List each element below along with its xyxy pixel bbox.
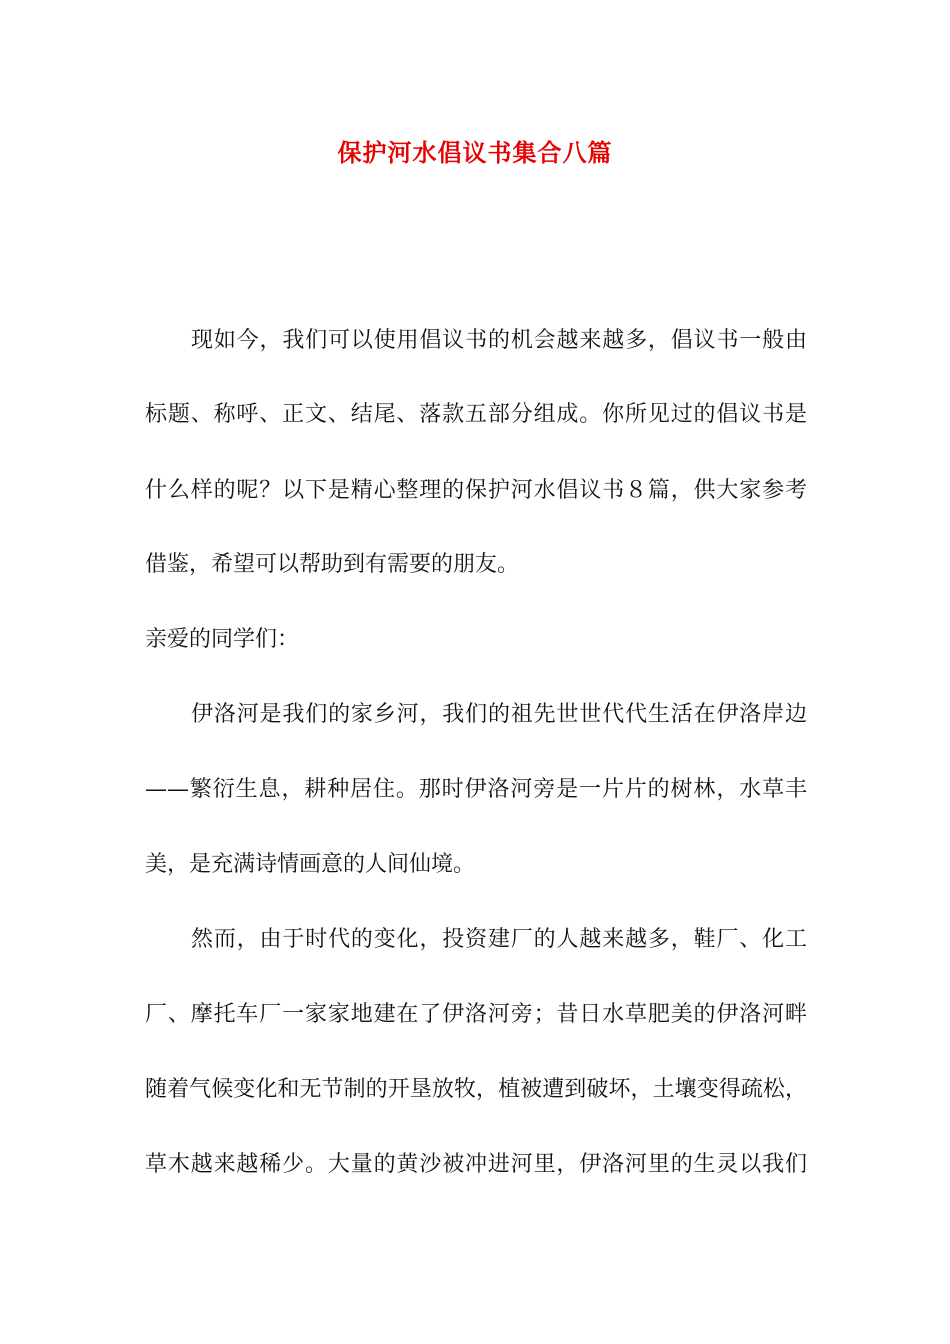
document-title: 保护河水倡议书集合八篇	[337, 138, 613, 167]
paragraph-line-6: 伊洛河是我们的家乡河，我们的祖先世世代代生活在伊洛岸边	[191, 702, 807, 727]
paragraph-line-12: 草木越来越稀少。大量的黄沙被冲进河里，伊洛河里的生灵以我们	[145, 1152, 807, 1177]
salutation: 亲爱的同学们：	[145, 627, 300, 652]
paragraph-line-3: 什么样的呢？以下是精心整理的保护河水倡议书８篇，供大家参考	[145, 478, 807, 503]
paragraph-line-2: 标题、称呼、正文、结尾、落款五部分组成。你所见过的倡议书是	[145, 402, 807, 427]
paragraph-line-11: 随着气候变化和无节制的开垦放牧，植被遭到破坏，土壤变得疏松，	[145, 1077, 807, 1102]
paragraph-line-4: 借鉴，希望可以帮助到有需要的朋友。	[145, 552, 520, 577]
paragraph-line-1: 现如今，我们可以使用倡议书的机会越来越多，倡议书一般由	[191, 328, 807, 353]
paragraph-line-9: 然而，由于时代的变化，投资建厂的人越来越多，鞋厂、化工	[191, 927, 807, 952]
paragraph-line-7: ——繁衍生息，耕种居住。那时伊洛河旁是一片片的树林，水草丰	[145, 777, 807, 802]
paragraph-line-10: 厂、摩托车厂一家家地建在了伊洛河旁；昔日水草肥美的伊洛河畔	[145, 1002, 807, 1027]
paragraph-line-8: 美，是充满诗情画意的人间仙境。	[145, 852, 476, 877]
